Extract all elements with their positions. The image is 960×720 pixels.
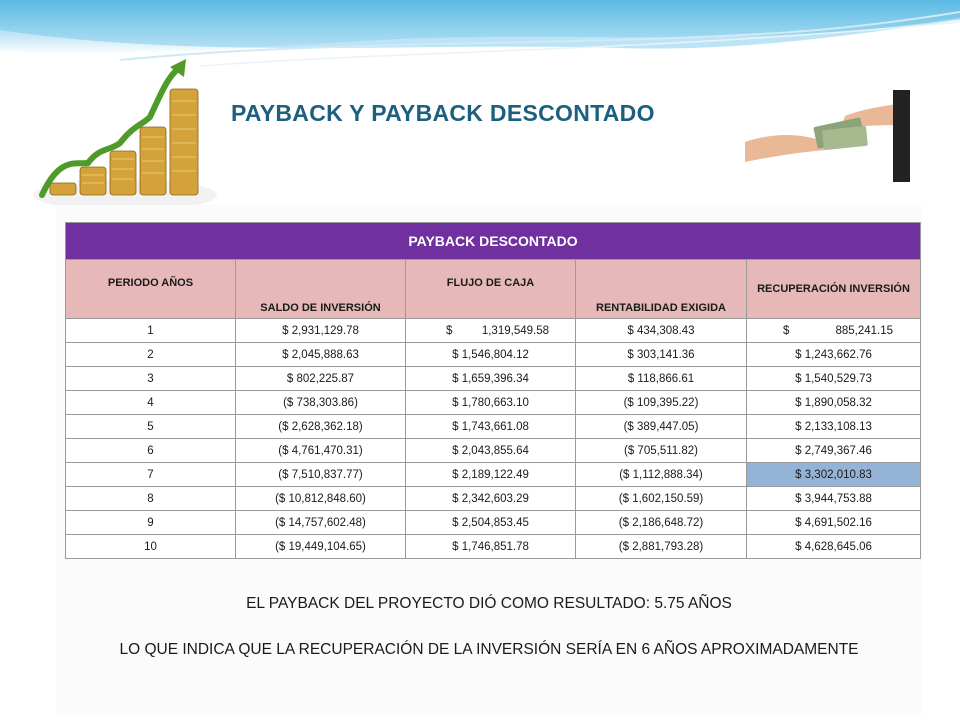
conclusion-interpretation: LO QUE INDICA QUE LA RECUPERACIÓN DE LA INVERSIÓN SERÍA EN 6 AÑOS APROXIMADAMENTE: [119, 641, 859, 658]
cell-periodo: 1: [66, 319, 236, 343]
cell-flujo: $ 1,743,661.08: [406, 415, 576, 439]
cell-recuperacion-highlight: $ 3,302,010.83: [747, 463, 921, 487]
cell-flujo: $ 1,659,396.34: [406, 367, 576, 391]
table-row: [66, 343, 921, 367]
table-row: [66, 391, 921, 415]
coin-stacks-icon: [30, 55, 220, 215]
cell-periodo: 10: [66, 535, 236, 559]
cell-rentabilidad: ($ 705,511.82): [576, 439, 747, 463]
cell-flujo: $ 1,319,549.58: [406, 319, 576, 343]
column-header-rentabilidad: RENTABILIDAD EXIGIDA: [576, 260, 747, 319]
payback-table: [65, 222, 921, 559]
cell-saldo: $ 2,931,129.78: [236, 319, 406, 343]
column-header-flujo: FLUJO DE CAJA: [406, 260, 576, 319]
cell-rentabilidad: ($ 2,881,793.28): [576, 535, 747, 559]
cell-saldo: ($ 19,449,104.65): [236, 535, 406, 559]
cell-saldo: ($ 10,812,848.60): [236, 487, 406, 511]
cell-periodo: 3: [66, 367, 236, 391]
money-handoff-icon: [745, 82, 910, 182]
cell-rentabilidad: $ 118,866.61: [576, 367, 747, 391]
cell-periodo: 7: [66, 463, 236, 487]
cell-periodo: 5: [66, 415, 236, 439]
cell-saldo: ($ 14,757,602.48): [236, 511, 406, 535]
table-row: [66, 415, 921, 439]
cell-recuperacion: $ 2,749,367.46: [747, 439, 921, 463]
table-row: [66, 487, 921, 511]
table-row: [66, 511, 921, 535]
cell-rentabilidad: ($ 389,447.05): [576, 415, 747, 439]
cell-flujo: $ 2,189,122.49: [406, 463, 576, 487]
cell-rentabilidad: $ 303,141.36: [576, 343, 747, 367]
table-row: [66, 439, 921, 463]
table-row: [66, 535, 921, 559]
cell-saldo: ($ 738,303.86): [236, 391, 406, 415]
column-header-saldo: SALDO DE INVERSIÓN: [236, 260, 406, 319]
cell-saldo: $ 802,225.87: [236, 367, 406, 391]
cell-recuperacion: $ 4,628,645.06: [747, 535, 921, 559]
cell-recuperacion: $ 1,890,058.32: [747, 391, 921, 415]
column-header-periodo: PERIODO AÑOS: [66, 260, 236, 319]
cell-rentabilidad: ($ 1,602,150.59): [576, 487, 747, 511]
cell-saldo: ($ 2,628,362.18): [236, 415, 406, 439]
table-band-title: PAYBACK DESCONTADO: [66, 223, 921, 260]
cell-periodo: 2: [66, 343, 236, 367]
conclusion-result: EL PAYBACK DEL PROYECTO DIÓ COMO RESULTADO: 5.75 AÑOS: [246, 595, 732, 612]
cell-recuperacion: $ 885,241.15: [747, 319, 921, 343]
cell-saldo: ($ 4,761,470.31): [236, 439, 406, 463]
cell-saldo: ($ 7,510,837.77): [236, 463, 406, 487]
cell-flujo: $ 1,746,851.78: [406, 535, 576, 559]
cell-flujo: $ 2,342,603.29: [406, 487, 576, 511]
cell-periodo: 4: [66, 391, 236, 415]
cell-recuperacion: $ 3,944,753.88: [747, 487, 921, 511]
cell-flujo: $ 2,504,853.45: [406, 511, 576, 535]
cell-recuperacion: $ 1,243,662.76: [747, 343, 921, 367]
column-header-recuperacion: RECUPERACIÓN INVERSIÓN: [747, 260, 921, 319]
cell-rentabilidad: ($ 2,186,648.72): [576, 511, 747, 535]
cell-periodo: 6: [66, 439, 236, 463]
cell-flujo: $ 1,780,663.10: [406, 391, 576, 415]
cell-flujo: $ 2,043,855.64: [406, 439, 576, 463]
table-row: [66, 319, 921, 343]
cell-recuperacion: $ 4,691,502.16: [747, 511, 921, 535]
cell-recuperacion: $ 1,540,529.73: [747, 367, 921, 391]
cell-rentabilidad: $ 434,308.43: [576, 319, 747, 343]
cell-recuperacion: $ 2,133,108.13: [747, 415, 921, 439]
cell-periodo: 9: [66, 511, 236, 535]
cell-rentabilidad: ($ 109,395.22): [576, 391, 747, 415]
page-title: PAYBACK Y PAYBACK DESCONTADO: [231, 100, 655, 126]
cell-flujo: $ 1,546,804.12: [406, 343, 576, 367]
table-row: [66, 367, 921, 391]
cell-periodo: 8: [66, 487, 236, 511]
table-row: [66, 463, 921, 487]
cell-saldo: $ 2,045,888.63: [236, 343, 406, 367]
cell-rentabilidad: ($ 1,112,888.34): [576, 463, 747, 487]
